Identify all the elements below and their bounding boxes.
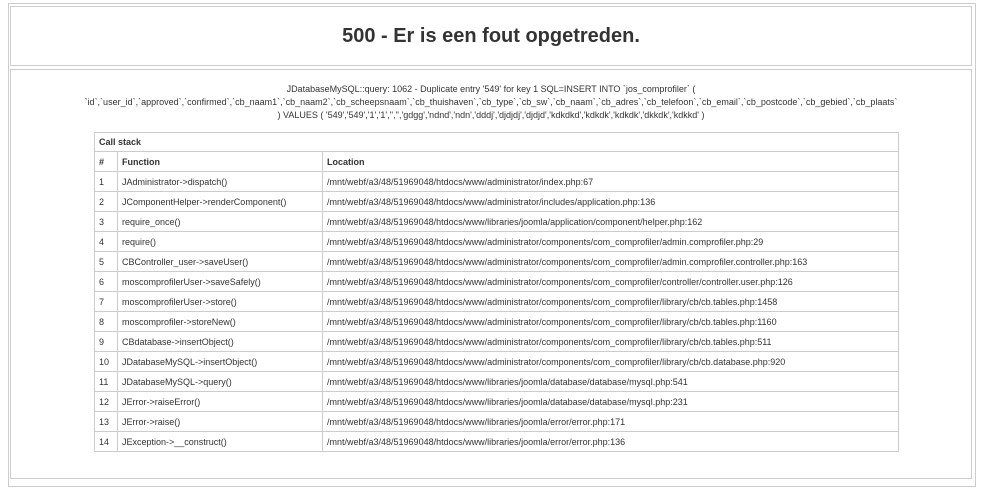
- cell-function: moscomprofilerUser->store(): [118, 292, 323, 312]
- table-row: [95, 232, 899, 252]
- call-stack-caption: Call stack: [95, 133, 899, 152]
- cell-num: 2: [95, 192, 118, 212]
- cell-num: 5: [95, 252, 118, 272]
- cell-location: /mnt/webf/a3/48/51969048/htdocs/www/administrator/components/com_comprofiler/admin.comprofiler.php:29: [323, 232, 899, 252]
- cell-location: /mnt/webf/a3/48/51969048/htdocs/www/administrator/components/com_comprofiler/library/cb/cb.tables.php:1458: [323, 292, 899, 312]
- header-function: Function: [118, 152, 323, 172]
- table-row: [95, 292, 899, 312]
- cell-location: /mnt/webf/a3/48/51969048/htdocs/www/libraries/joomla/application/component/helper.php:162: [323, 212, 899, 232]
- cell-function: JDatabaseMySQL->insertObject(): [118, 352, 323, 372]
- error-details-box: [10, 69, 972, 479]
- cell-function: JException->__construct(): [118, 432, 323, 452]
- cell-function: CBdatabase->insertObject(): [118, 332, 323, 352]
- call-stack-header-row: [95, 152, 899, 172]
- cell-num: 11: [95, 372, 118, 392]
- cell-function: JComponentHelper->renderComponent(): [118, 192, 323, 212]
- cell-location: /mnt/webf/a3/48/51969048/htdocs/www/administrator/components/com_comprofiler/library/cb/cb.tables.php:1160: [323, 312, 899, 332]
- cell-num: 3: [95, 212, 118, 232]
- cell-function: moscomprofiler->storeNew(): [118, 312, 323, 332]
- table-row: [95, 172, 899, 192]
- cell-num: 14: [95, 432, 118, 452]
- cell-num: 12: [95, 392, 118, 412]
- table-row: [95, 392, 899, 412]
- cell-num: 6: [95, 272, 118, 292]
- cell-num: 7: [95, 292, 118, 312]
- cell-location: /mnt/webf/a3/48/51969048/htdocs/www/libraries/joomla/database/database/mysql.php:541: [323, 372, 899, 392]
- cell-function: JAdministrator->dispatch(): [118, 172, 323, 192]
- table-row: [95, 372, 899, 392]
- cell-function: JError->raise(): [118, 412, 323, 432]
- header-location: Location: [323, 152, 899, 172]
- table-row: [95, 352, 899, 372]
- table-row: [95, 332, 899, 352]
- cell-num: 1: [95, 172, 118, 192]
- table-row: [95, 312, 899, 332]
- error-message: [11, 83, 971, 122]
- cell-location: /mnt/webf/a3/48/51969048/htdocs/www/administrator/components/com_comprofiler/library/cb/cb.database.php:920: [323, 352, 899, 372]
- cell-function: require_once(): [118, 212, 323, 232]
- cell-num: 4: [95, 232, 118, 252]
- cell-function: require(): [118, 232, 323, 252]
- table-row: [95, 192, 899, 212]
- error-title-box: [10, 6, 972, 66]
- cell-num: 10: [95, 352, 118, 372]
- cell-num: 9: [95, 332, 118, 352]
- table-row: [95, 272, 899, 292]
- error-message-line: ) VALUES ( '549','549','1','1','','','gdgg','ndnd','ndn','dddj','djdjdj','djdjd','kdkdkd','kdkdk','kdkdk','dkkdk','kdkkd' ): [277, 110, 705, 120]
- cell-location: /mnt/webf/a3/48/51969048/htdocs/www/administrator/components/com_comprofiler/library/cb/cb.tables.php:511: [323, 332, 899, 352]
- table-row: [95, 212, 899, 232]
- table-row: [95, 432, 899, 452]
- cell-function: moscomprofilerUser->saveSafely(): [118, 272, 323, 292]
- cell-location: /mnt/webf/a3/48/51969048/htdocs/www/libraries/joomla/error/error.php:136: [323, 432, 899, 452]
- header-num: #: [95, 152, 118, 172]
- page-title: 500 - Er is een fout opgetreden.: [342, 24, 640, 47]
- cell-location: /mnt/webf/a3/48/51969048/htdocs/www/administrator/components/com_comprofiler/admin.comprofiler.controller.php:163: [323, 252, 899, 272]
- table-row: [95, 252, 899, 272]
- cell-location: /mnt/webf/a3/48/51969048/htdocs/www/administrator/components/com_comprofiler/controller/controller.user.php:126: [323, 272, 899, 292]
- error-message-line: `id`,`user_id`,`approved`,`confirmed`,`cb_naam1`,`cb_naam2`,`cb_scheepsnaam`,`cb_thuishaven`,`cb_type`,`cb_sw`,`cb_naam`,`cb_adres`,`cb_telefoon`,`cb_email`,`cb_postcode`,`cb_gebied`,`cb_plaats`: [84, 97, 898, 107]
- cell-function: JError->raiseError(): [118, 392, 323, 412]
- cell-num: 13: [95, 412, 118, 432]
- cell-function: JDatabaseMySQL->query(): [118, 372, 323, 392]
- cell-num: 8: [95, 312, 118, 332]
- cell-location: /mnt/webf/a3/48/51969048/htdocs/www/administrator/index.php:67: [323, 172, 899, 192]
- cell-function: CBController_user->saveUser(): [118, 252, 323, 272]
- cell-location: /mnt/webf/a3/48/51969048/htdocs/www/administrator/includes/application.php:136: [323, 192, 899, 212]
- cell-location: /mnt/webf/a3/48/51969048/htdocs/www/libraries/joomla/error/error.php:171: [323, 412, 899, 432]
- call-stack-caption-row: [95, 133, 899, 152]
- call-stack-table: [94, 132, 899, 452]
- cell-location: /mnt/webf/a3/48/51969048/htdocs/www/libraries/joomla/database/database/mysql.php:231: [323, 392, 899, 412]
- table-row: [95, 412, 899, 432]
- error-message-line: JDatabaseMySQL::query: 1062 - Duplicate entry '549' for key 1 SQL=INSERT INTO `jos_comprofiler` (: [286, 84, 696, 94]
